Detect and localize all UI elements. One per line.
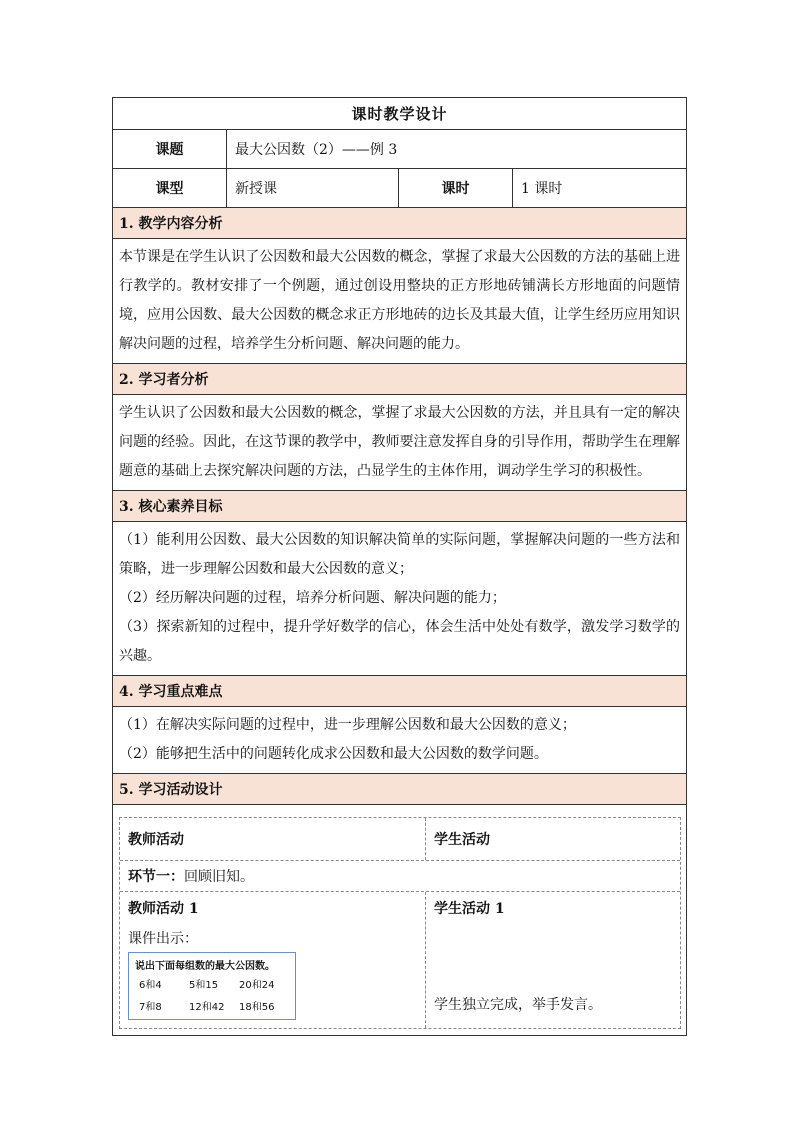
- list-item: （1）在解决实际问题的过程中，进一步理解公因数和最大公因数的意义；: [119, 717, 576, 733]
- courseware-label: 课件出示：: [128, 931, 198, 947]
- hours-value: 1 课时: [513, 169, 687, 208]
- section-heading-activity-design: 5. 学习活动设计: [113, 774, 687, 805]
- student-activity-text: 学生独立完成，举手发言。: [434, 997, 602, 1013]
- paragraph: 学生认识了公因数和最大公因数的概念，掌握了求最大公因数的方法，并且具有一定的解决问题的经验。因此，在这节课的教学中，教师要注意发挥自身的引导作用，帮助学生在理解题意的基础上去探究解决问题的方法，凸显学生的主体作用，调动学生学习的积极性。: [119, 405, 681, 479]
- activity-content-row: [120, 892, 680, 1028]
- activity-table: [119, 817, 681, 1029]
- courseware-slide: [128, 952, 296, 1020]
- list-item: （2）经历解决问题的过程，培养分析问题、解决问题的能力；: [119, 590, 506, 606]
- step-one-label: 环节一：: [128, 869, 184, 885]
- list-item: （3）探索新知的过程中，提升学好数学的信心，体会生活中处处有数学，激发学习数学的兴趣。: [119, 619, 681, 664]
- teacher-activity-header: 教师活动: [120, 818, 426, 860]
- section-heading-learner-analysis: 2. 学习者分析: [113, 364, 687, 395]
- activity-header-row: [120, 818, 680, 861]
- courseware-question: 说出下面每组数的最大公因数。: [135, 961, 275, 972]
- section-heading-content-analysis: 1. 教学内容分析: [113, 208, 687, 239]
- hours-label: 课时: [399, 169, 513, 208]
- section-heading-core-goals: 3. 核心素养目标: [113, 491, 687, 522]
- activity-design-cell: [113, 805, 687, 1036]
- student-activity-header: 学生活动: [434, 832, 490, 848]
- teacher-activity-title: 教师活动 1: [128, 901, 199, 917]
- number-pair: 7和8: [139, 1002, 162, 1013]
- content-analysis-text: [113, 239, 687, 364]
- teacher-activity-cell: [120, 892, 426, 1028]
- step-one: [120, 861, 262, 891]
- number-pair: 6和4: [139, 980, 162, 991]
- number-pair: 5和15: [189, 980, 219, 991]
- learner-analysis-text: [113, 395, 687, 491]
- paragraph: 本节课是在学生认识了公因数和最大公因数的概念，掌握了求最大公因数的方法的基础上进行教学的。教材安排了一个例题，通过创设用整块的正方形地砖铺满长方形地面的问题情境，应用公因数、最大公因数的概念求正方形地砖的边长及其最大值，让学生经历应用知识解决问题的过程，培养学生分析问题、解决问题的能力。: [119, 249, 681, 352]
- topic-label: 课题: [113, 130, 227, 169]
- number-pair: 20和24: [239, 980, 275, 991]
- section-heading-key-difficulties: 4. 学习重点难点: [113, 676, 687, 707]
- lesson-plan-table: [112, 97, 687, 1036]
- number-pair: 18和56: [239, 1002, 275, 1013]
- student-activity-cell: [426, 892, 680, 1028]
- type-label: 课型: [113, 169, 227, 208]
- number-pair: 12和42: [189, 1002, 225, 1013]
- core-goals-list: [113, 522, 687, 676]
- document-title: 课时教学设计: [113, 98, 687, 130]
- key-difficulties-list: [113, 707, 687, 774]
- topic-value: 最大公因数（2）——例 3: [227, 130, 687, 169]
- activity-step-row: [120, 861, 680, 892]
- type-value: 新授课: [227, 169, 399, 208]
- lesson-plan-sheet: [112, 97, 686, 1036]
- step-one-text: 回顾旧知。: [184, 869, 254, 885]
- courseware-pairs: [135, 976, 289, 1013]
- list-item: （2）能够把生活中的问题转化成求公因数和最大公因数的数学问题。: [119, 746, 548, 762]
- list-item: （1）能利用公因数、最大公因数的知识解决简单的实际问题，掌握解决问题的一些方法和策略，进一步理解公因数和最大公因数的意义；: [119, 532, 681, 577]
- student-activity-title: 学生活动 1: [434, 901, 505, 917]
